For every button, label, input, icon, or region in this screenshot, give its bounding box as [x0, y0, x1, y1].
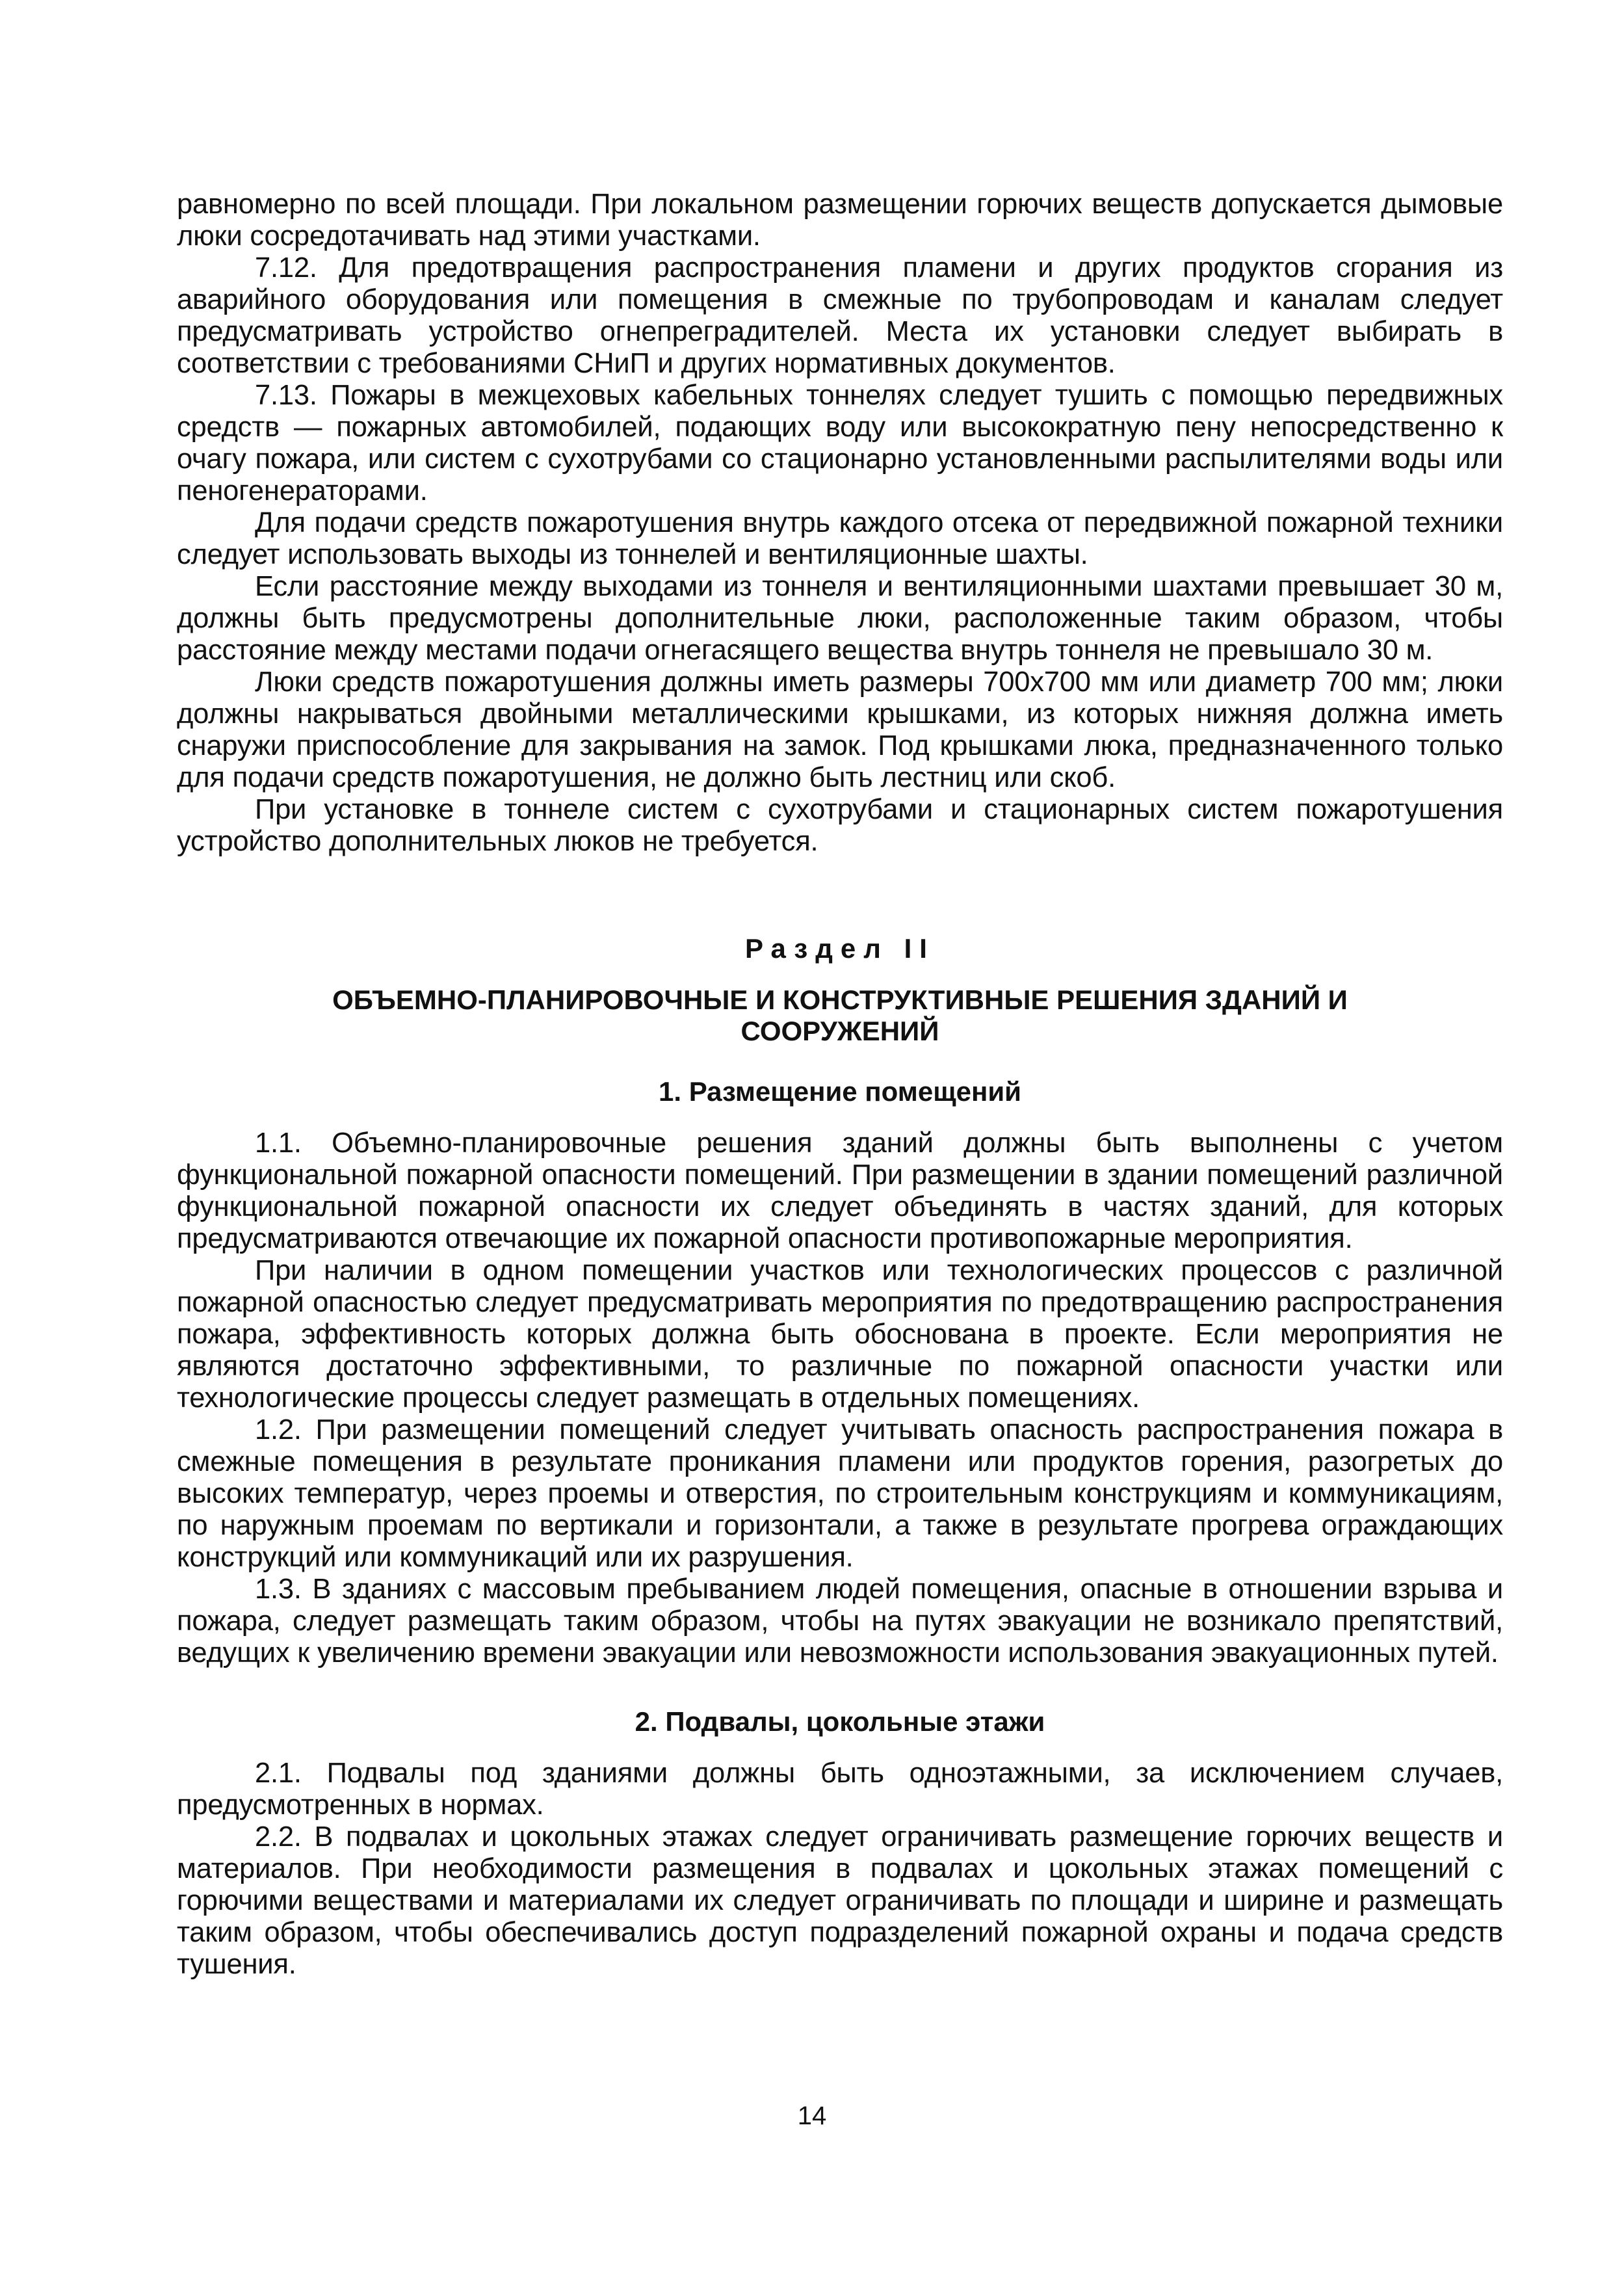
paragraph-continuation: равномерно по всей площади. При локальном размещении горючих веществ допускается дымовые люки сосредотачивать над этими участками. — [177, 189, 1503, 252]
section-label: Раздел II — [745, 933, 935, 964]
paragraph-hatches: Люки средств пожаротушения должны иметь размеры 700x700 мм или диаметр 700 мм; люки должны накрываться двойными металлическими крышками, из которых нижняя должна иметь снаружи приспособление для закрывания на замок. Под крышками люка, предназначенного только для подачи средств пожаротушения, не должно быть лестниц или скоб. — [177, 666, 1503, 793]
page-number: 14 — [797, 2102, 827, 2130]
paragraph-2-2: 2.2. В подвалах и цокольных этажах следует ограничивать размещение горючих веществ и материалов. При необходимости размещения в подвалах и цокольных этажах помещений с горючими веществами и материалами их следует ограничивать по площади и ширине и размещать таким образом, чтобы обеспечивались доступ подразделений пожарной охраны и подача средств тушения. — [177, 1821, 1503, 1980]
paragraph-1-3: 1.3. В зданиях с массовым пребыванием людей помещения, опасные в отношении взрыва и пожара, следует размещать таким образом, чтобы на путях эвакуации не возникало препятствий, ведущих к увеличению времени эвакуации или невозможности использования эвакуационных путей. — [177, 1574, 1503, 1669]
paragraph-2-1: 2.1. Подвалы под зданиями должны быть одноэтажными, за исключением случаев, предусмотренных в нормах. — [177, 1758, 1503, 1821]
paragraph-distance: Если расстояние между выходами из тоннеля и вентиляционными шахтами превышает 30 м, должны быть предусмотрены дополнительные люки, расположенные таким образом, чтобы расстояние между местами подачи огнегасящего вещества внутрь тоннеля не превышало 30 м. — [177, 571, 1503, 666]
subsection-2-heading: 2. Подвалы, цокольные этажи — [635, 1706, 1045, 1737]
section-title: ОБЪЕМНО-ПЛАНИРОВОЧНЫЕ И КОНСТРУКТИВНЫЕ РЕШЕНИЯ ЗДАНИЙ И СООРУЖЕНИЙ — [332, 984, 1348, 1046]
paragraph-fire-supply: Для подачи средств пожаротушения внутрь каждого отсека от передвижной пожарной техники следует использовать выходы из тоннелей и вентиляционные шахты. — [177, 507, 1503, 570]
paragraph-1-2: 1.2. При размещении помещений следует учитывать опасность распространения пожара в смежные помещения в результате проникания пламени или продуктов горения, разогретых до высоких температур, через проемы и отверстия, по строительным конструкциям и коммуникациям, по наружным проемам по вертикали и горизонтали, а также в результате прогрева ограждающих конструкций или коммуникаций или их разрушения. — [177, 1414, 1503, 1573]
paragraph-1-1: 1.1. Объемно-планировочные решения зданий должны быть выполнены с учетом функциональной пожарной опасности помещений. При размещении в здании помещений различной функциональной пожарной опасности их следует объединять в частях зданий, для которых предусматриваются отвечающие их пожарной опасности противопожарные мероприятия. — [177, 1128, 1503, 1254]
paragraph-1-1-cont: При наличии в одном помещении участков или технологических процессов с различной пожарной опасностью следует предусматривать мероприятия по предотвращению распространения пожара, эффективность которых должна быть обоснована в проекте. Если мероприятия не являются достаточно эффективными, то различные по пожарной опасности участки или технологические процессы следует размещать в отдельных помещениях. — [177, 1255, 1503, 1414]
paragraph-7-13: 7.13. Пожары в межцеховых кабельных тоннелях следует тушить с помощью передвижных средств — пожарных автомобилей, подающих воду или высокократную пену непосредственно к очагу пожара, или систем с сухотрубами со стационарно установленными распылителями воды или пеногенераторами. — [177, 380, 1503, 507]
paragraph-7-12: 7.12. Для предотвращения распространения пламени и других продуктов сгорания из аварийного оборудования или помещения в смежные по трубопроводам и каналам следует предусматривать устройство огнепреградителей. Места их установки следует выбирать в соответствии с требованиями СНиП и других нормативных документов. — [177, 252, 1503, 379]
document-page — [177, 189, 1503, 1981]
paragraph-dry-pipes: При установке в тоннеле систем с сухотрубами и стационарных систем пожаротушения устройство дополнительных люков не требуется. — [177, 794, 1503, 857]
subsection-1-heading: 1. Размещение помещений — [659, 1076, 1021, 1107]
